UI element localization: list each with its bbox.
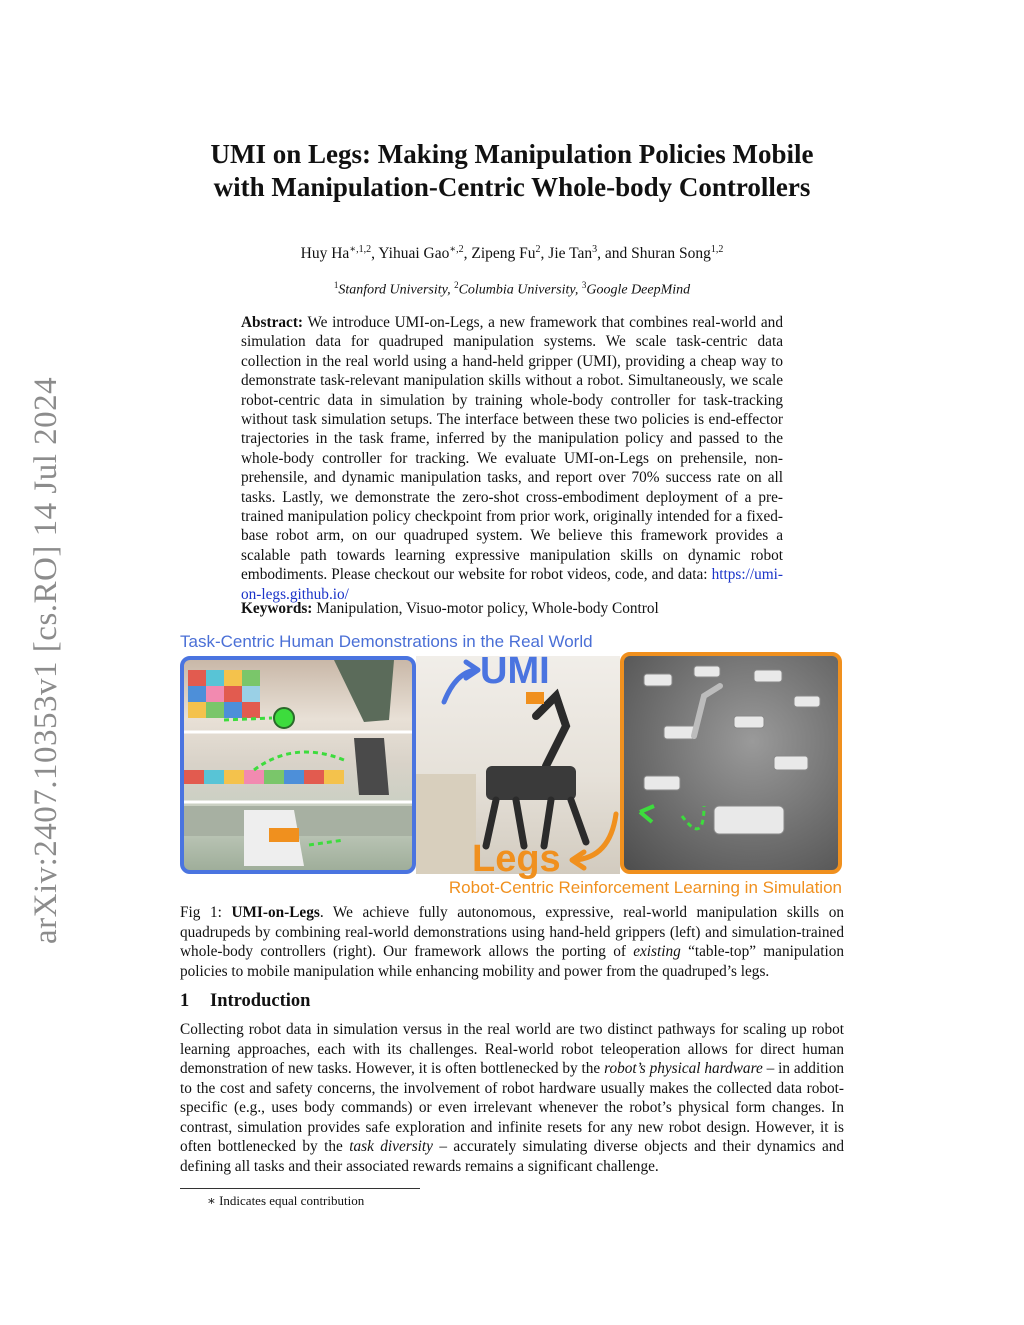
figure-caption — [180, 903, 844, 981]
footnote-mark: ∗ — [207, 1193, 216, 1208]
author-sup: 1,2 — [710, 244, 724, 255]
intro-text: Collecting robot data in simulation versus in the real world are two distinct pathways for scaling up robot learning approaches, each with its challenges. Real-world robot teleoperation allows for direct human demonstration of new tasks. However, it is often bottlenecked by the — [180, 1021, 844, 1077]
caption-italic: existing — [633, 943, 681, 960]
title-line-1: UMI on Legs: Making Manipulation Policies Mobile — [210, 139, 814, 169]
arxiv-stamp: arXiv:2407.10353v1 [cs.RO] 14 Jul 2024 — [28, 376, 64, 944]
intro-text: – in addition to the cost and safety concerns, the involvement of robot hardware usually makes the collected data robot-specific (e.g., uses body commands) or even irrelevant whenever the robot’s physical form changes. In contrast, simulation provides safe exploration and infinite resets for any new robot design. However, it is often bottlenecked by the — [180, 1060, 845, 1155]
author: Yihuai Gao — [378, 245, 450, 263]
intro-italic: robot’s physical hardware — [604, 1060, 763, 1077]
author-sup: 3 — [592, 244, 598, 255]
caption-prefix: Fig 1: — [180, 904, 222, 921]
author: Zipeng Fu — [471, 245, 536, 263]
affiliation: Google DeepMind — [586, 282, 691, 298]
affiliation: Stanford University, — [338, 282, 451, 298]
affiliations — [150, 280, 874, 299]
affil-sup: 1 — [333, 280, 339, 290]
footnote-text: Indicates equal contribution — [219, 1193, 365, 1208]
footnote — [207, 1193, 364, 1209]
intro-text: – accurately simulating diverse objects and their dynamics and defining all tasks and their associated rewards remains a significant challenge. — [180, 1138, 845, 1175]
affiliation: Columbia University, — [458, 282, 579, 298]
author-sup: ∗,1,2 — [349, 244, 372, 255]
umi-label: UMI — [480, 650, 550, 692]
paper-title — [150, 138, 874, 204]
abstract — [241, 313, 783, 604]
author-list: Huy $Ha^{∗,1,2}$, Yihuai Gao$^{∗,2}$, Zipeng Fu$^2$, Jie Tan$^3$, and Shuran Song$^{1,2}$ — [300, 244, 724, 263]
footnote-rule — [180, 1188, 420, 1189]
abstract-text: We introduce UMI-on-Legs, a new framework that combines real-world and simulation data for quadruped manipulation systems. We scale task-centric data collection in the real world using a hand-held gripper (UMI), providing a cheap way to demonstrate task-relevant manipulation skills without a robot. Simultaneously, we scale robot-centric data in simulation by training whole-body controller for task-tracking without task simulation setups. The interface between these two policies is end-effector trajectories in the task frame, inferred by the manipulation policy and passed to the whole-body controller for tracking. We evaluate UMI-on-Legs on prehensile, non-prehensile, and dynamic manipulation tasks, and report over 70% success rate on all tasks. Lastly, we demonstrate the zero-shot cross-embodiment deployment of a pre-trained manipulation policy checkpoint from prior work, originally intended for a fixed-base robot arm, on our quadruped system. We believe this framework provides a scalable path towards learning expressive manipulation skills on dynamic robot embodiments. Please checkout our website for robot videos, code, and data: — [241, 314, 783, 584]
affil-sup: 2 — [454, 280, 459, 290]
figure-bottom-label: Robot-Centric Reinforcement Learning in Simulation — [448, 878, 842, 897]
intro-paragraph — [180, 1020, 844, 1176]
keywords-label: Keywords: — [241, 600, 313, 617]
title-line-2: with Manipulation-Centric Whole-body Controllers — [213, 172, 811, 202]
keywords-text: Manipulation, Visuo-motor policy, Whole-body Control — [316, 600, 659, 617]
affil-sup: 3 — [581, 280, 587, 290]
abstract-label: Abstract: — [241, 314, 304, 331]
author-sup: 2 — [535, 244, 541, 255]
author-sup: ∗,2 — [449, 244, 464, 255]
caption-bold: UMI-on-Legs — [231, 904, 320, 921]
author: Shuran Song — [631, 245, 711, 263]
author: Jie Tan — [548, 245, 593, 263]
section-number: 1 — [180, 991, 190, 1011]
keywords — [241, 600, 783, 618]
legs-label: Legs — [472, 838, 561, 880]
caption-text: . We achieve fully autonomous, expressive, real-world manipulation skills on quadrupeds by combining real-world demonstrations using hand-held grippers (left) and simulation-trained whole-body controllers (right). Our framework allows the porting of — [180, 904, 844, 960]
teaser-figure — [180, 632, 844, 900]
section-heading — [180, 991, 310, 1012]
project-link[interactable]: https://umi-on-legs.github.io/ — [241, 566, 783, 603]
caption-text: “table-top” manipulation policies to mobile manipulation while enhancing mobility and power from the quadruped’s legs. — [180, 943, 844, 980]
intro-italic: task diversity — [349, 1138, 433, 1155]
author: Huy Ha — [300, 245, 350, 263]
figure-top-label: Task-Centric Human Demonstrations in the Real World — [180, 632, 593, 651]
section-title: Introduction — [210, 991, 311, 1011]
